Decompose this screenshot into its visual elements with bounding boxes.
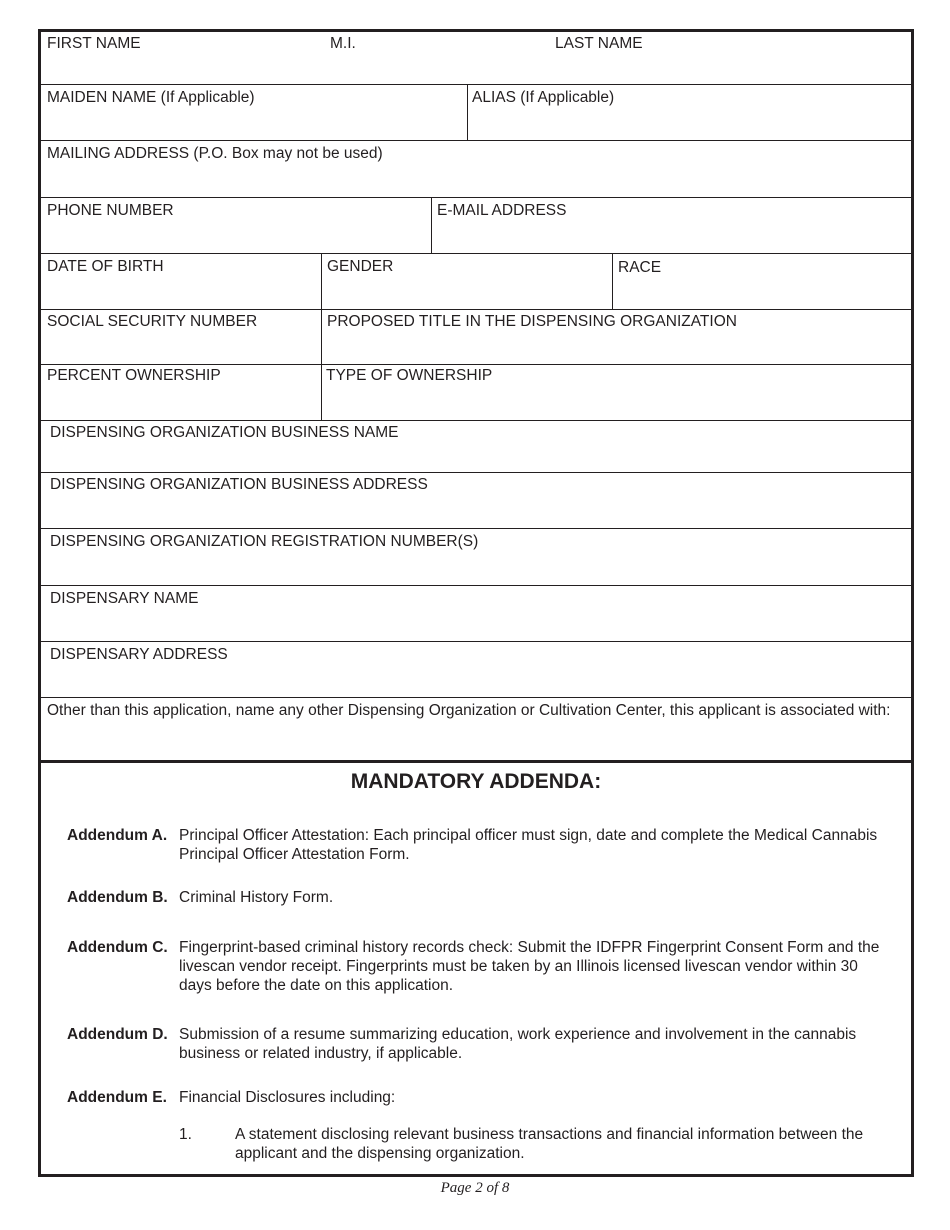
addendum-d-key: Addendum D. [67,1026,168,1043]
dispensary-address-row [41,642,911,698]
applicant-form [38,29,914,1177]
alias-field[interactable]: ALIAS (If Applicable) [472,89,615,106]
gender-cell [321,254,612,309]
last-name-field[interactable]: LAST NAME [555,35,643,52]
race-cell [612,254,912,309]
dispensary-name-row [41,586,911,642]
first-name-field[interactable]: FIRST NAME [47,35,141,52]
type-ownership-cell [321,365,912,420]
middle-initial-field[interactable]: M.I. [330,35,356,52]
maiden-name-field[interactable]: MAIDEN NAME (If Applicable) [47,89,255,106]
proposed-title-field[interactable]: PROPOSED TITLE IN THE DISPENSING ORGANIZATION [327,313,737,330]
addendum-c-key: Addendum C. [67,939,168,956]
phone-email-row [41,198,911,254]
mailing-address-row [41,141,911,198]
business-name-field[interactable]: DISPENSING ORGANIZATION BUSINESS NAME [50,424,399,441]
addendum-a-text: Principal Officer Attestation: Each principal officer must sign, date and complete the Medical Cannabis Principal Officer Attestation Form. [179,827,878,863]
addendum-e-sub-1-num: 1. [179,1126,192,1143]
business-address-row [41,473,911,529]
percent-ownership-field[interactable]: PERCENT OWNERSHIP [47,367,221,384]
maiden-alias-row [41,85,911,141]
addendum-a-key: Addendum A. [67,827,168,844]
other-associations-row [41,698,911,763]
date-of-birth-field[interactable]: DATE OF BIRTH [47,258,164,275]
addendum-d-text: Submission of a resume summarizing education, work experience and involvement in the cannabis business or related industry, if applicable. [179,1026,857,1062]
type-of-ownership-field[interactable]: TYPE OF OWNERSHIP [326,367,493,384]
business-address-field[interactable]: DISPENSING ORGANIZATION BUSINESS ADDRESS [50,476,428,493]
alias-cell [467,85,912,140]
addendum-e-key: Addendum E. [67,1089,167,1106]
addendum-b-key: Addendum B. [67,889,168,906]
registration-row [41,529,911,586]
email-field[interactable]: E-MAIL ADDRESS [437,202,567,219]
dob-gender-race-row [41,254,911,310]
addendum-c-text: Fingerprint-based criminal history records check: Submit the IDFPR Fingerprint Consent Form and the livescan vendor receipt. Fingerprints must be taken by an Illinois licensed livescan vendor within 30 days before the date on this application. [179,939,880,994]
dispensary-address-field[interactable]: DISPENSARY ADDRESS [50,646,228,663]
phone-number-field[interactable]: PHONE NUMBER [47,202,174,219]
name-row [41,32,911,85]
ssn-field[interactable]: SOCIAL SECURITY NUMBER [47,313,258,330]
addendum-b-text: Criminal History Form. [179,889,334,906]
race-field[interactable]: RACE [618,259,662,276]
business-name-row [41,421,911,473]
dispensary-name-field[interactable]: DISPENSARY NAME [50,590,199,607]
addenda-title: MANDATORY ADDENDA: [350,770,602,793]
gender-field[interactable]: GENDER [327,258,394,275]
ownership-row [41,365,911,421]
ssn-title-row [41,310,911,365]
registration-numbers-field[interactable]: DISPENSING ORGANIZATION REGISTRATION NUMBER(S) [50,533,479,550]
proposed-title-cell [321,310,912,364]
mailing-address-field[interactable]: MAILING ADDRESS (P.O. Box may not be used) [47,145,383,162]
addendum-e-text: Financial Disclosures including: [179,1089,396,1106]
page-number: Page 2 of 8 [440,1180,510,1196]
other-associations-field[interactable]: Other than this application, name any other Dispensing Organization or Cultivation Center, this applicant is associated with: [47,702,891,719]
email-cell [431,198,912,253]
addendum-e-sub-1-text: A statement disclosing relevant business transactions and financial information between the applicant and the dispensing organization. [235,1126,864,1162]
